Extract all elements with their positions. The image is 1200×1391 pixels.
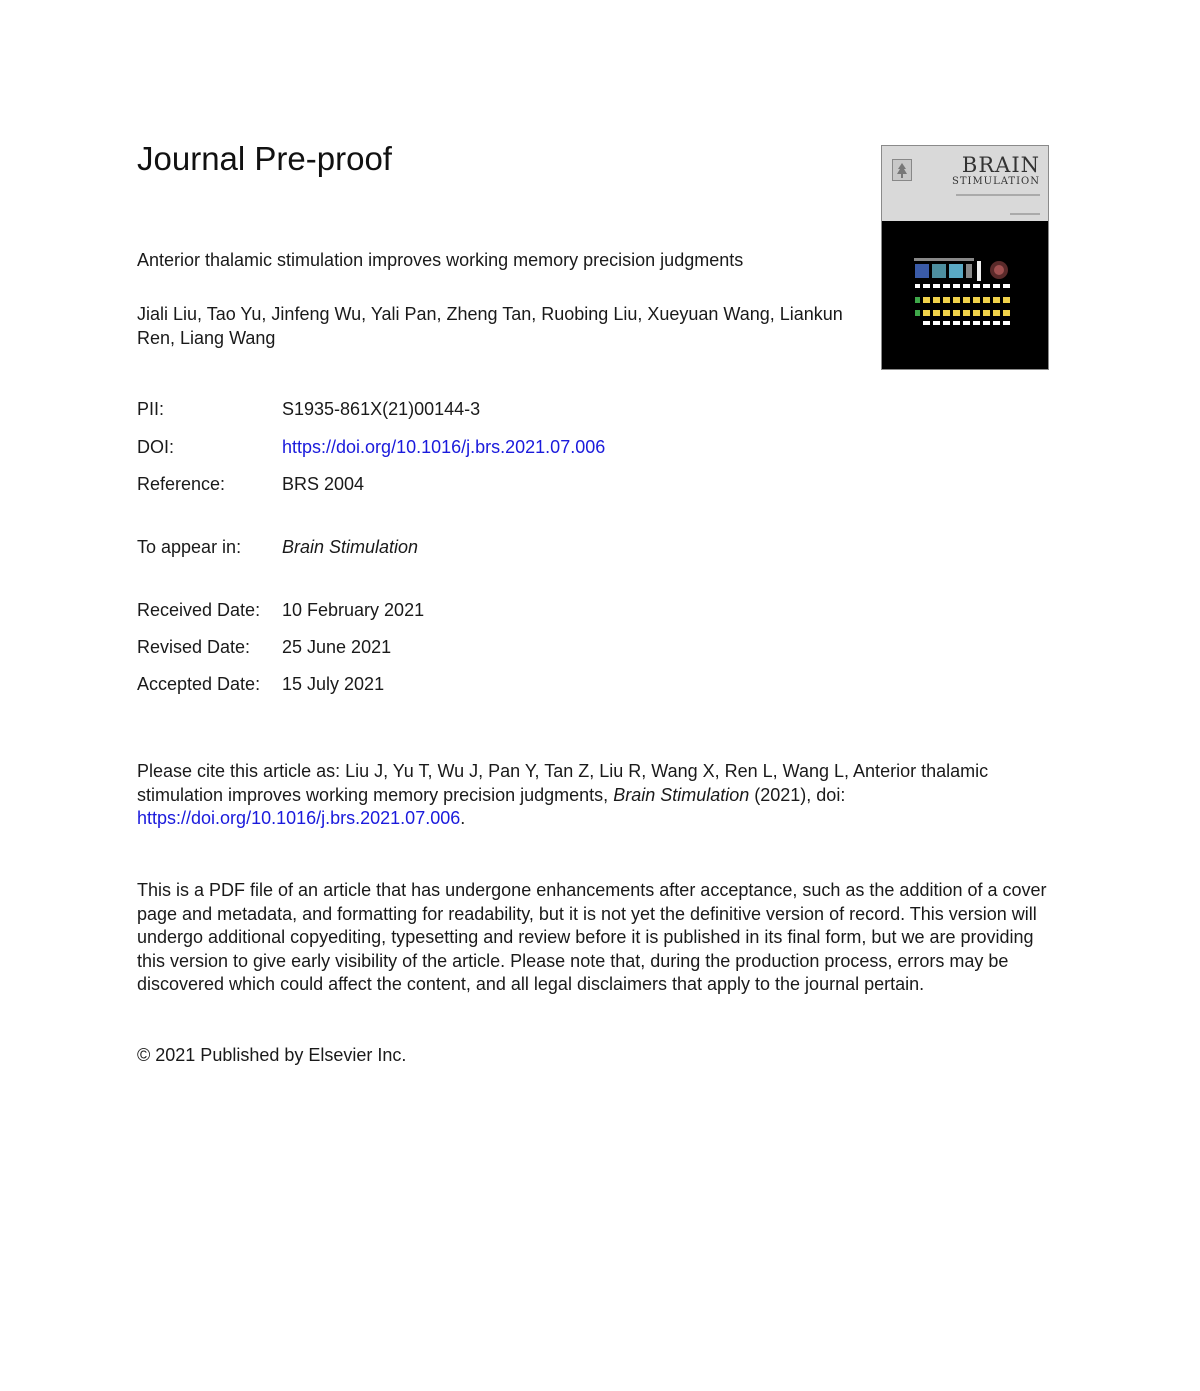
copyright-notice: © 2021 Published by Elsevier Inc. bbox=[137, 1045, 407, 1065]
citation-paragraph bbox=[137, 760, 1047, 831]
doi-link[interactable]: https://doi.org/10.1016/j.brs.2021.07.006 bbox=[282, 437, 606, 457]
cover-issue-line bbox=[1010, 213, 1040, 215]
author-list: Jiali Liu, Tao Yu, Jinfeng Wu, Yali Pan, Zheng Tan, Ruobing Liu, Xueyuan Wang, Liankun Ren, Liang Wang bbox=[137, 304, 843, 348]
received-value: 10 February 2021 bbox=[282, 600, 425, 620]
appear-label: To appear in: bbox=[137, 537, 242, 557]
disclaimer-paragraph: This is a PDF file of an article that has undergone enhancements after acceptance, such as the addition of a cover page and metadata, and formatting for readability, but it is not yet the definitive version of record. This version will undergo additional copyediting, typesetting and review before it is published in its final form, but we are providing this version to give early visibility of the article. Please note that, during the production process, errors may be discovered which could affect the content, and all legal disclaimers that apply to the journal pertain. bbox=[137, 880, 1047, 995]
revised-label: Revised Date: bbox=[137, 637, 251, 657]
doi-label: DOI: bbox=[137, 437, 175, 457]
cover-artwork-graphic bbox=[882, 221, 1048, 370]
accepted-label: Accepted Date: bbox=[137, 674, 261, 694]
citation-doi-link[interactable]: https://doi.org/10.1016/j.brs.2021.07.006 bbox=[137, 808, 461, 829]
reference-label: Reference: bbox=[137, 474, 226, 494]
cover-artwork bbox=[882, 221, 1048, 370]
cover-brand-line1: BRAIN bbox=[961, 153, 1040, 177]
reference-value: BRS 2004 bbox=[282, 474, 365, 494]
appear-value: Brain Stimulation bbox=[282, 537, 419, 557]
citation-prefix: Please cite this article as: Liu J, Yu T, Wu J, Pan Y, Tan Z, Liu R, Wang X, Ren L, Wang L, Anterior thalamic stimulation improves working memory precision judgments, bbox=[137, 761, 989, 805]
cover-brand-line2: STIMULATION bbox=[951, 176, 1040, 187]
pii-label: PII: bbox=[137, 399, 165, 419]
revised-value: 25 June 2021 bbox=[282, 637, 392, 657]
pii-value: S1935-861X(21)00144-3 bbox=[282, 399, 481, 419]
accepted-value: 15 July 2021 bbox=[282, 674, 385, 694]
citation-journal: Brain Stimulation bbox=[613, 784, 750, 805]
cover-subtitle-line bbox=[956, 194, 1040, 196]
citation-suffix: (2021), doi: bbox=[749, 784, 846, 805]
journal-cover-image bbox=[881, 145, 1049, 370]
elsevier-tree-icon bbox=[892, 159, 912, 181]
cover-header bbox=[882, 146, 1048, 221]
received-label: Received Date: bbox=[137, 600, 261, 620]
cover-brand bbox=[952, 154, 1040, 188]
citation-end: . bbox=[460, 808, 466, 829]
article-title: Anterior thalamic stimulation improves working memory precision judgments bbox=[137, 250, 744, 270]
page-title: Journal Pre-proof bbox=[137, 140, 392, 177]
